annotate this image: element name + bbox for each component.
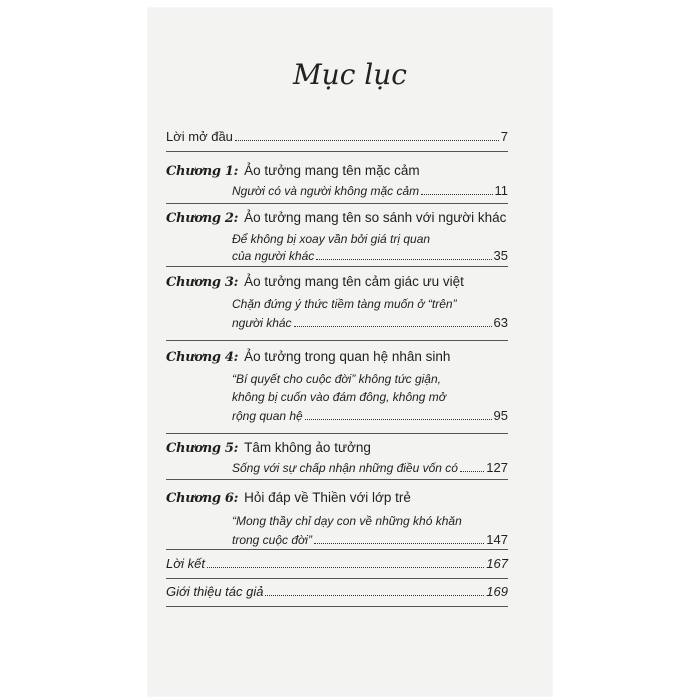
chapter-page: 127 bbox=[486, 460, 508, 475]
toc-entry-chapter-2 bbox=[166, 210, 508, 263]
dot-leader bbox=[235, 139, 499, 141]
divider bbox=[166, 266, 508, 267]
dot-leader bbox=[207, 566, 484, 568]
dot-leader bbox=[460, 470, 484, 472]
chapter-page: 63 bbox=[493, 315, 508, 330]
preface-page: 7 bbox=[500, 129, 508, 144]
chapter-subtitle: Người có và người không mặc cảm bbox=[232, 184, 420, 198]
epilogue-page: 167 bbox=[486, 556, 508, 571]
chapter-subtitle: Sống với sự chấp nhận những điều vốn có bbox=[232, 461, 458, 475]
chapter-title: Ảo tưởng mang tên cảm giác ưu việt bbox=[244, 274, 464, 289]
preface-label: Lời mở đầu bbox=[166, 129, 233, 144]
chapter-subtitle: rộng quan hệ bbox=[232, 409, 303, 423]
chapter-label: Chương 4: bbox=[166, 350, 239, 365]
chapter-title: Tâm không ảo tưởng bbox=[244, 440, 371, 455]
chapter-title: Hỏi đáp về Thiền với lớp trẻ bbox=[244, 490, 411, 505]
dot-leader bbox=[265, 594, 484, 596]
dot-leader bbox=[316, 258, 491, 260]
chapter-title: Ảo tưởng mang tên mặc cảm bbox=[244, 163, 420, 178]
divider bbox=[166, 578, 508, 579]
toc-entry-chapter-6 bbox=[166, 490, 508, 547]
divider bbox=[166, 433, 508, 434]
toc-entry-preface bbox=[166, 129, 508, 144]
toc-entry-chapter-3 bbox=[166, 274, 508, 330]
chapter-label: Chương 2: bbox=[166, 211, 239, 226]
epilogue-label: Lời kết bbox=[166, 556, 205, 571]
divider bbox=[166, 151, 508, 152]
divider bbox=[166, 203, 508, 204]
dot-leader bbox=[294, 325, 492, 327]
chapter-page: 95 bbox=[493, 408, 508, 423]
toc-entry-chapter-4 bbox=[166, 349, 508, 423]
chapter-label: Chương 6: bbox=[166, 491, 239, 506]
dot-leader bbox=[421, 193, 492, 195]
dot-leader bbox=[314, 542, 484, 544]
chapter-title: Ảo tưởng trong quan hệ nhân sinh bbox=[244, 349, 451, 364]
chapter-page: 147 bbox=[486, 532, 508, 547]
chapter-label: Chương 3: bbox=[166, 275, 239, 290]
divider bbox=[166, 479, 508, 480]
toc-entry-chapter-5 bbox=[166, 440, 508, 475]
chapter-page: 35 bbox=[493, 248, 508, 263]
chapter-subtitle: người khác bbox=[232, 316, 292, 330]
chapter-subtitle: Để không bị xoay vần bởi giá trị quan bbox=[232, 232, 431, 246]
divider bbox=[166, 549, 508, 550]
chapter-page: 11 bbox=[494, 183, 508, 198]
chapter-subtitle: Chặn đứng ý thức tiềm tàng muốn ở “trên” bbox=[232, 297, 457, 311]
toc-entry-epilogue bbox=[166, 556, 508, 571]
author-intro-label: Giới thiệu tác giả bbox=[166, 584, 264, 599]
book-page bbox=[148, 8, 552, 696]
chapter-subtitle: “Bí quyết cho cuộc đời” không tức giận, bbox=[232, 372, 441, 386]
chapter-subtitle: trong cuộc đời” bbox=[232, 533, 312, 547]
divider bbox=[166, 606, 508, 607]
chapter-subtitle: không bị cuốn vào đám đông, không mở bbox=[232, 390, 447, 404]
divider bbox=[166, 340, 508, 341]
page-title: Mục lục bbox=[293, 58, 407, 91]
chapter-label: Chương 1: bbox=[166, 164, 239, 179]
chapter-subtitle: “Mong thầy chỉ dạy con về những khó khăn bbox=[232, 514, 462, 528]
author-intro-page: 169 bbox=[486, 584, 508, 599]
toc-entry-chapter-1 bbox=[166, 163, 508, 198]
toc-entry-author-intro bbox=[166, 584, 508, 599]
dot-leader bbox=[305, 418, 492, 420]
chapter-label: Chương 5: bbox=[166, 441, 239, 456]
chapter-subtitle: của người khác bbox=[232, 249, 315, 263]
chapter-title: Ảo tưởng mang tên so sánh với người khác bbox=[244, 210, 507, 225]
